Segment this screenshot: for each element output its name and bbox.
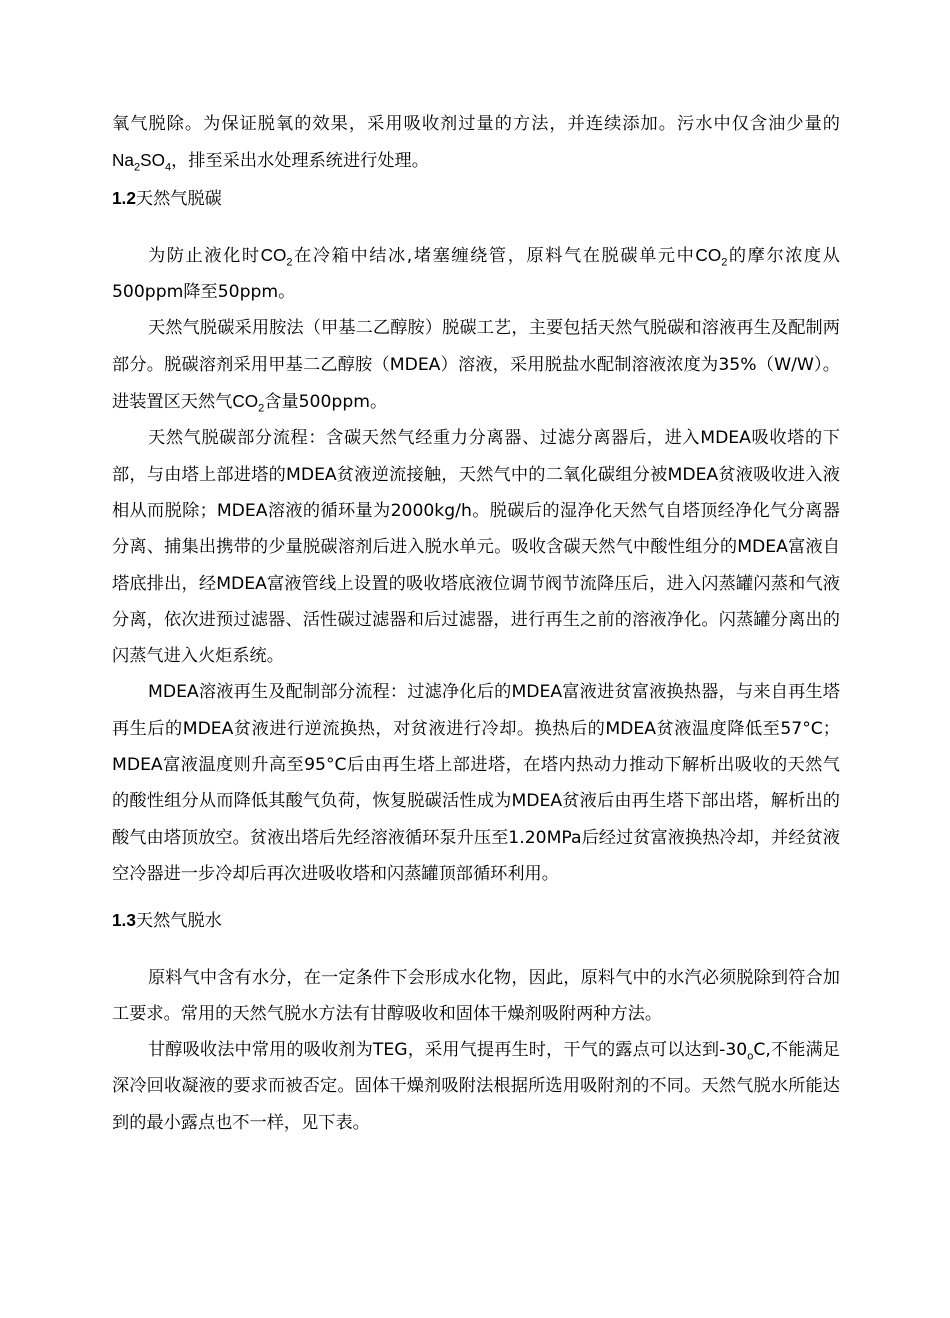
text-run: 甘醇吸收法中常用的吸收剂为TEG，采用气提再生时，干气的露点可以达到-30 — [148, 1040, 748, 1061]
document-body — [112, 106, 840, 1141]
text-run: 的摩尔浓度从500ppm降至50ppm。 — [112, 245, 840, 303]
chem-formula: CO — [695, 244, 722, 265]
chem-formula: CO — [260, 244, 287, 265]
subscript: 2 — [286, 256, 293, 269]
subscript: 2 — [721, 256, 728, 269]
subscript: 2 — [258, 402, 265, 415]
section-title: 天然气脱水 — [135, 911, 222, 932]
subscript: 4 — [164, 161, 172, 174]
text-run: 含量500ppm。 — [264, 392, 388, 413]
text-run: ，排至采出水处理系统进行处理。 — [171, 151, 429, 172]
chem-formula: SO — [140, 150, 165, 171]
section-heading-1-3 — [112, 902, 840, 939]
section-number: 1.3 — [112, 910, 136, 931]
text-run: 天然气脱碳采用胺法（甲基二乙醇胺）脱碳工艺，主要包括天然气脱碳和溶液再生及配制两部分。脱碳溶剂采用甲基二乙醇胺（MDEA）溶液，采用脱盐水配制溶液浓度为35%（W/W）。进装置区天然气 — [112, 318, 840, 413]
text-run: 氧气脱除。为保证脱氧的效果，采用吸收剂过量的方法，并连续添加。污水中仅含油少量的 — [112, 114, 840, 134]
text-run: 为防止液化时 — [148, 245, 261, 266]
paragraph-co2-target — [112, 237, 840, 311]
subscript: 2 — [133, 161, 141, 174]
paragraph-oxygen-removal — [112, 106, 840, 180]
paragraph-amine-process — [112, 310, 840, 420]
section-heading-1-2 — [112, 180, 840, 217]
subscript: o — [747, 1050, 754, 1063]
paragraph-decarbonization-flow: 天然气脱碳部分流程：含碳天然气经重力分离器、过滤分离器后，进入MDEA吸收塔的下部，与由塔上部进塔的MDEA贫液逆流接触，天然气中的二氧化碳组分被MDEA贫液吸收进入液相从而脱除；MDEA溶液的循环量为2000kg/h。脱碳后的湿净化天然气自塔顶经净化气分离器分离、捕集出携带的少量脱碳溶剂后进入脱水单元。吸收含碳天然气中酸性组分的MDEA富液自塔底排出，经MDEA富液管线上设置的吸收塔底液位调节阀节流降压后，进入闪蒸罐闪蒸和气液分离，依次进预过滤器、活性碳过滤器和后过滤器，进行再生之前的溶液净化。闪蒸罐分离出的闪蒸气进入火炬系统。 — [112, 428, 840, 667]
text-run: 在冷箱中结冰,堵塞缠绕管，原料气在脱碳单元中 — [292, 245, 696, 266]
paragraph-dehydration-intro: 原料气中含有水分，在一定条件下会形成水化物，因此，原料气中的水汽必须脱除到符合加工要求。常用的天然气脱水方法有甘醇吸收和固体干燥剂吸附两种方法。 — [112, 967, 840, 1024]
section-number: 1.2 — [112, 187, 136, 208]
paragraph-glycol-absorption — [112, 1032, 840, 1141]
chem-formula: CO — [232, 391, 259, 412]
paragraph-mdea-regeneration: MDEA溶液再生及配制部分流程：过滤净化后的MDEA富液进贫富液换热器，与来自再生塔再生后的MDEA贫液进行逆流换热，对贫液进行冷却。换热后的MDEA贫液温度降低至57°C；MDEA富液温度则升高至95°C后由再生塔上部进塔，在塔内热动力推动下解析出吸收的天然气的酸性组分从而降低其酸气负荷，恢复脱碳活性成为MDEA贫液后由再生塔下部出塔，解析出的酸气由塔顶放空。贫液出塔后先经溶液循环泵升压至1.20MPa后经过贫富液换热冷却，并经贫液空冷器进一步冷却后再次进吸收塔和闪蒸罐顶部循环利用。 — [112, 682, 840, 884]
chem-formula: Na — [112, 150, 134, 171]
text-run: C,不能满足深冷回收凝液的要求而被否定。固体干燥剂吸附法根据所选用吸附剂的不同。天然气脱水所能达到的最小露点也不一样，见下表。 — [112, 1040, 840, 1133]
section-title: 天然气脱碳 — [135, 188, 222, 209]
